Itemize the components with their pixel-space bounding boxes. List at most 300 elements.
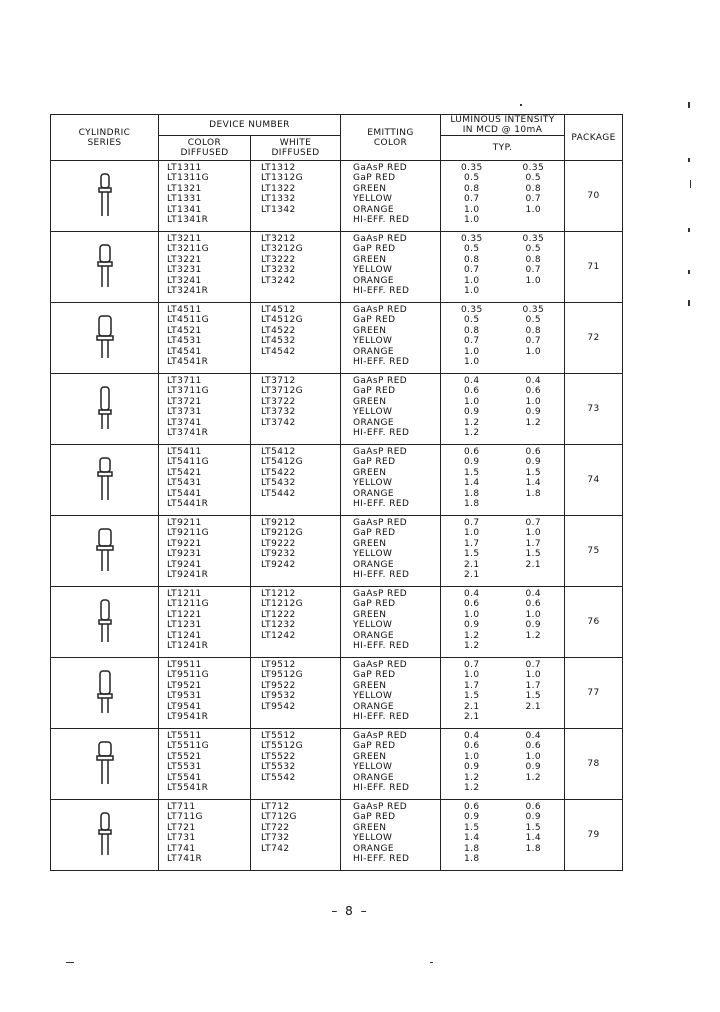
- color-diffused-part-value: LT9221: [167, 538, 202, 549]
- emitting-color-value: HI-EFF. RED: [353, 853, 410, 864]
- emitting-color-value: HI-EFF. RED: [353, 356, 410, 367]
- luminous-color-diffused-value: 1.2: [464, 640, 480, 651]
- scan-mark: [688, 300, 690, 306]
- luminous-white-diffused: [503, 658, 565, 729]
- table-row: [51, 232, 623, 303]
- emitting-color-value: ORANGE: [353, 701, 394, 712]
- luminous-white-diffused-value: 1.8: [525, 488, 542, 499]
- white-diffused-part-value: LT3742: [261, 417, 296, 428]
- luminous-color-diffused: [441, 303, 503, 374]
- emitting-color-value: ORANGE: [353, 346, 394, 357]
- color-diffused-part-value: LT5441: [167, 488, 202, 499]
- header-luminous-intensity: LUMINOUS INTENSITY IN MCD @ 10mA: [441, 115, 565, 136]
- white-diffused-part-value: LT9212G: [261, 528, 303, 539]
- white-diffused-part-value: LT3722: [261, 396, 296, 407]
- color-diffused-part-value: LT5511: [167, 731, 202, 741]
- emitting-color-value: GaAsP RED: [353, 802, 408, 812]
- emitting-color-value: GaAsP RED: [353, 660, 408, 670]
- table-row: [51, 658, 623, 729]
- white-diffused-part: [251, 374, 341, 445]
- white-diffused-part: [251, 800, 341, 871]
- luminous-color-diffused-value: 1.7: [464, 680, 480, 691]
- color-diffused-part-value: LT5431: [167, 478, 202, 489]
- cylindric-series-spec-table: [50, 114, 623, 871]
- luminous-white-diffused-value: 1.4: [525, 833, 542, 844]
- emitting-color-value: GaP RED: [353, 741, 396, 752]
- color-diffused-part: [159, 587, 251, 658]
- emitting-color-value: GREEN: [353, 822, 387, 833]
- luminous-color-diffused-value: 0.7: [464, 336, 480, 347]
- color-diffused-part: [159, 658, 251, 729]
- header-cylindric-series: CYLINDRIC SERIES: [51, 115, 159, 161]
- package-number: 75: [565, 516, 623, 587]
- color-diffused-part-value: LT9541: [167, 701, 202, 712]
- white-diffused-part-value: LT732: [261, 833, 290, 844]
- table-row: [51, 516, 623, 587]
- color-diffused-part: [159, 374, 251, 445]
- luminous-white-diffused-value: 0.5: [525, 173, 542, 184]
- scan-mark: [690, 180, 691, 188]
- color-diffused-part-value: LT711: [167, 802, 196, 812]
- luminous-white-diffused-value: 0.6: [525, 447, 542, 457]
- color-diffused-part-value: LT1211G: [167, 599, 209, 610]
- color-diffused-part-value: LT1341R: [167, 214, 209, 225]
- luminous-color-diffused-value: 1.0: [464, 609, 480, 620]
- scan-mark: [688, 158, 690, 162]
- table-row: [51, 445, 623, 516]
- led-lamp-side-view-icon: [93, 641, 117, 651]
- color-diffused-part-value: LT5411G: [167, 457, 209, 468]
- white-diffused-part-value: LT742: [261, 843, 290, 854]
- color-diffused-part-value: LT3731: [167, 407, 202, 418]
- luminous-white-diffused: [503, 303, 565, 374]
- color-diffused-part-value: LT3711G: [167, 386, 209, 397]
- color-diffused-part-value: LT3241: [167, 275, 202, 286]
- emitting-color-value: GREEN: [353, 325, 387, 336]
- luminous-color-diffused-value: 1.0: [464, 670, 480, 681]
- white-diffused-part-value: LT3232: [261, 265, 296, 276]
- luminous-color-diffused-value: 1.2: [464, 427, 480, 438]
- emitting-color-value: YELLOW: [353, 762, 393, 773]
- scan-mark: [66, 962, 74, 963]
- white-diffused-part-value: LT5512: [261, 731, 296, 741]
- luminous-white-diffused-value: 0.9: [525, 812, 542, 823]
- luminous-white-diffused-value: 0.6: [525, 802, 542, 812]
- scan-mark: [430, 962, 433, 963]
- emitting-color-value: YELLOW: [353, 549, 393, 560]
- emitting-color: [341, 445, 441, 516]
- white-diffused-part-value: LT3222: [261, 254, 296, 265]
- color-diffused-part: [159, 729, 251, 800]
- package-number: 79: [565, 800, 623, 871]
- luminous-color-diffused-value: 0.4: [464, 731, 480, 741]
- emitting-color-value: YELLOW: [353, 407, 393, 418]
- scan-mark: [688, 270, 690, 274]
- luminous-color-diffused-value: 1.0: [464, 204, 480, 215]
- color-diffused-part-value: LT3211: [167, 234, 202, 244]
- white-diffused-part-value: LT1322: [261, 183, 296, 194]
- white-diffused-part: [251, 587, 341, 658]
- luminous-white-diffused-value: 0.7: [525, 518, 542, 528]
- luminous-color-diffused-value: 0.5: [464, 244, 480, 255]
- emitting-color-value: ORANGE: [353, 204, 394, 215]
- header-typ: TYP.: [441, 136, 565, 161]
- page-number: – 8 –: [331, 904, 369, 918]
- emitting-color-value: GREEN: [353, 680, 387, 691]
- led-lamp-side-view-icon: [93, 570, 117, 580]
- color-diffused-part-value: LT4541R: [167, 356, 209, 367]
- color-diffused-part-value: LT9541R: [167, 711, 209, 722]
- emitting-color-value: GREEN: [353, 609, 387, 620]
- luminous-color-diffused-value: 1.0: [464, 751, 480, 762]
- color-diffused-part: [159, 445, 251, 516]
- color-diffused-part-value: LT741R: [167, 853, 203, 864]
- white-diffused-part-value: LT5422: [261, 467, 296, 478]
- luminous-color-diffused-value: 0.5: [464, 315, 480, 326]
- luminous-white-diffused-value: 0.4: [525, 376, 542, 386]
- emitting-color-value: GaAsP RED: [353, 234, 408, 244]
- emitting-color-value: GREEN: [353, 254, 387, 265]
- color-diffused-part: [159, 800, 251, 871]
- table-body: [51, 161, 623, 871]
- emitting-color-value: GREEN: [353, 538, 387, 549]
- luminous-white-diffused-value: 1.0: [525, 396, 542, 407]
- emitting-color-value: YELLOW: [353, 691, 393, 702]
- luminous-white-diffused: [503, 729, 565, 800]
- emitting-color: [341, 800, 441, 871]
- luminous-color-diffused: [441, 445, 503, 516]
- luminous-white-diffused-value: 1.8: [525, 843, 542, 854]
- color-diffused-part-value: LT5531: [167, 762, 202, 773]
- luminous-color-diffused-value: 1.0: [464, 214, 480, 225]
- white-diffused-part-value: LT1212G: [261, 599, 303, 610]
- emitting-color-value: ORANGE: [353, 843, 394, 854]
- luminous-color-diffused-value: 1.4: [464, 833, 480, 844]
- luminous-white-diffused-value: 1.2: [525, 772, 542, 783]
- package-number: 78: [565, 729, 623, 800]
- white-diffused-part-value: LT4522: [261, 325, 296, 336]
- luminous-white-diffused-value: 0.9: [525, 407, 542, 418]
- luminous-color-diffused-value: 1.7: [464, 538, 480, 549]
- luminous-white-diffused-value: 0.9: [525, 762, 542, 773]
- color-diffused-part-value: LT741: [167, 843, 196, 854]
- luminous-white-diffused-value: 0.9: [525, 620, 542, 631]
- color-diffused-part-value: LT3231: [167, 265, 202, 276]
- luminous-color-diffused-value: 0.35: [460, 234, 483, 244]
- luminous-white-diffused-value: 0.9: [525, 457, 542, 468]
- luminous-color-diffused-value: 1.0: [464, 285, 480, 296]
- luminous-white-diffused-value: 1.0: [525, 670, 542, 681]
- luminous-color-diffused-value: 1.5: [464, 691, 480, 702]
- luminous-color-diffused: [441, 800, 503, 871]
- emitting-color-value: GaP RED: [353, 173, 396, 184]
- luminous-color-diffused-value: 0.9: [464, 407, 480, 418]
- header-package: PACKAGE: [565, 115, 623, 161]
- table-row: [51, 729, 623, 800]
- luminous-color-diffused-value: 1.0: [464, 356, 480, 367]
- package-number: 74: [565, 445, 623, 516]
- color-diffused-part-value: LT9241: [167, 559, 202, 570]
- led-lamp-side-view-icon: [93, 783, 117, 793]
- white-diffused-part-value: LT5522: [261, 751, 296, 762]
- white-diffused-part-value: LT5532: [261, 762, 296, 773]
- white-diffused-part-value: LT3212: [261, 234, 296, 244]
- luminous-white-diffused-value: 1.0: [525, 751, 542, 762]
- device-drawing-cell: [51, 800, 159, 871]
- emitting-color-value: HI-EFF. RED: [353, 569, 410, 580]
- luminous-color-diffused: [441, 374, 503, 445]
- luminous-color-diffused-value: 0.5: [464, 173, 480, 184]
- white-diffused-part-value: LT1212: [261, 589, 296, 599]
- emitting-color: [341, 232, 441, 303]
- luminous-color-diffused-value: 0.6: [464, 741, 480, 752]
- white-diffused-part-value: LT3712: [261, 376, 296, 386]
- white-diffused-part-value: LT1222: [261, 609, 296, 620]
- white-diffused-part-value: LT9532: [261, 691, 296, 702]
- luminous-color-diffused: [441, 516, 503, 587]
- white-diffused-part-value: LT9242: [261, 559, 296, 570]
- color-diffused-part-value: LT5441R: [167, 498, 209, 509]
- color-diffused-part-value: LT711G: [167, 812, 203, 823]
- emitting-color-value: HI-EFF. RED: [353, 285, 410, 296]
- emitting-color-value: GREEN: [353, 467, 387, 478]
- luminous-white-diffused: [503, 374, 565, 445]
- color-diffused-part-value: LT3721: [167, 396, 202, 407]
- luminous-color-diffused-value: 1.2: [464, 417, 480, 428]
- emitting-color-value: YELLOW: [353, 265, 393, 276]
- header-white-diffused: WHITE DIFFUSED: [251, 136, 341, 161]
- color-diffused-part-value: LT1341: [167, 204, 202, 215]
- color-diffused-part-value: LT9511: [167, 660, 202, 670]
- luminous-color-diffused-value: 1.8: [464, 488, 480, 499]
- package-number: 70: [565, 161, 623, 232]
- luminous-white-diffused-value: 0.7: [525, 265, 542, 276]
- emitting-color-value: ORANGE: [353, 417, 394, 428]
- luminous-color-diffused-value: 0.4: [464, 376, 480, 386]
- luminous-color-diffused-value: 2.1: [464, 701, 480, 712]
- color-diffused-part-value: LT5541R: [167, 782, 209, 793]
- device-drawing-cell: [51, 374, 159, 445]
- table-row: [51, 800, 623, 871]
- emitting-color-value: GaAsP RED: [353, 589, 408, 599]
- emitting-color: [341, 161, 441, 232]
- luminous-white-diffused-value: 0.7: [525, 660, 542, 670]
- luminous-white-diffused-value: 0.7: [525, 336, 542, 347]
- luminous-color-diffused-value: 0.7: [464, 660, 480, 670]
- color-diffused-part-value: LT9511G: [167, 670, 209, 681]
- device-drawing-cell: [51, 658, 159, 729]
- color-diffused-part-value: LT1321: [167, 183, 202, 194]
- emitting-color-value: HI-EFF. RED: [353, 427, 410, 438]
- emitting-color-value: GaP RED: [353, 244, 396, 255]
- emitting-color-value: GaAsP RED: [353, 305, 408, 315]
- white-diffused-part-value: LT4542: [261, 346, 296, 357]
- luminous-color-diffused: [441, 161, 503, 232]
- emitting-color-value: GaP RED: [353, 599, 396, 610]
- color-diffused-part-value: LT1211: [167, 589, 202, 599]
- luminous-white-diffused-value: 1.0: [525, 609, 542, 620]
- luminous-color-diffused-value: 2.1: [464, 569, 480, 580]
- emitting-color-value: GaP RED: [353, 670, 396, 681]
- luminous-color-diffused-value: 1.0: [464, 275, 480, 286]
- luminous-white-diffused: [503, 161, 565, 232]
- device-drawing-cell: [51, 516, 159, 587]
- emitting-color-value: GaAsP RED: [353, 447, 408, 457]
- table-row: [51, 161, 623, 232]
- color-diffused-part-value: LT4511G: [167, 315, 209, 326]
- luminous-color-diffused-value: 1.0: [464, 346, 480, 357]
- luminous-color-diffused-value: 1.2: [464, 782, 480, 793]
- emitting-color: [341, 729, 441, 800]
- luminous-white-diffused-value: 0.5: [525, 244, 542, 255]
- package-number: 71: [565, 232, 623, 303]
- color-diffused-part-value: LT9521: [167, 680, 202, 691]
- white-diffused-part-value: LT9542: [261, 701, 296, 712]
- luminous-white-diffused-value: 1.4: [525, 478, 542, 489]
- white-diffused-part-value: LT3242: [261, 275, 296, 286]
- color-diffused-part-value: LT5541: [167, 772, 202, 783]
- device-drawing-cell: [51, 161, 159, 232]
- white-diffused-part: [251, 445, 341, 516]
- led-lamp-side-view-icon: [93, 712, 117, 722]
- luminous-color-diffused-value: 2.1: [464, 711, 480, 722]
- luminous-color-diffused-value: 0.8: [464, 183, 480, 194]
- luminous-white-diffused-value: 1.2: [525, 417, 542, 428]
- luminous-color-diffused-value: 0.9: [464, 762, 480, 773]
- luminous-color-diffused-value: 0.9: [464, 812, 480, 823]
- luminous-color-diffused-value: 1.5: [464, 549, 480, 560]
- color-diffused-part-value: LT4511: [167, 305, 202, 315]
- luminous-color-diffused: [441, 729, 503, 800]
- luminous-color-diffused-value: 1.5: [464, 467, 480, 478]
- luminous-white-diffused-value: 1.7: [525, 680, 542, 691]
- luminous-color-diffused-value: 1.8: [464, 498, 480, 509]
- luminous-color-diffused: [441, 232, 503, 303]
- color-diffused-part-value: LT1221: [167, 609, 202, 620]
- emitting-color-value: GaP RED: [353, 386, 396, 397]
- luminous-white-diffused-value: 1.0: [525, 204, 542, 215]
- color-diffused-part: [159, 232, 251, 303]
- luminous-white-diffused: [503, 232, 565, 303]
- package-number: 73: [565, 374, 623, 445]
- luminous-white-diffused-value: 0.8: [525, 254, 542, 265]
- table-row: [51, 374, 623, 445]
- white-diffused-part-value: LT5432: [261, 478, 296, 489]
- luminous-color-diffused: [441, 658, 503, 729]
- header-color-diffused: COLOR DIFFUSED: [159, 136, 251, 161]
- luminous-color-diffused-value: 0.9: [464, 457, 480, 468]
- color-diffused-part-value: LT4531: [167, 336, 202, 347]
- luminous-white-diffused-value: 0.4: [525, 731, 542, 741]
- luminous-white-diffused-value: 0.6: [525, 599, 542, 610]
- led-lamp-side-view-icon: [93, 428, 117, 438]
- color-diffused-part-value: LT1241R: [167, 640, 209, 651]
- luminous-color-diffused-value: 0.7: [464, 518, 480, 528]
- color-diffused-part-value: LT5421: [167, 467, 202, 478]
- luminous-white-diffused-value: 2.1: [525, 559, 542, 570]
- emitting-color: [341, 374, 441, 445]
- color-diffused-part-value: LT5411: [167, 447, 202, 457]
- luminous-white-diffused-value: 0.35: [522, 305, 545, 315]
- luminous-white-diffused-value: 0.6: [525, 741, 542, 752]
- device-drawing-cell: [51, 303, 159, 374]
- white-diffused-part-value: LT9522: [261, 680, 296, 691]
- luminous-white-diffused: [503, 445, 565, 516]
- white-diffused-part-value: LT5542: [261, 772, 296, 783]
- header-emitting-color: EMITTING COLOR: [341, 115, 441, 161]
- color-diffused-part-value: LT4541: [167, 346, 202, 357]
- emitting-color-value: ORANGE: [353, 559, 394, 570]
- package-number: 77: [565, 658, 623, 729]
- color-diffused-part-value: LT1311G: [167, 173, 209, 184]
- scan-mark: [520, 104, 522, 106]
- led-lamp-side-view-icon: [93, 854, 117, 864]
- luminous-white-diffused: [503, 587, 565, 658]
- color-diffused-part-value: LT3241R: [167, 285, 209, 296]
- color-diffused-part: [159, 303, 251, 374]
- luminous-white-diffused-value: 1.5: [525, 822, 542, 833]
- white-diffused-part-value: LT1342: [261, 204, 296, 215]
- emitting-color: [341, 516, 441, 587]
- luminous-color-diffused: [441, 587, 503, 658]
- luminous-white-diffused-value: 0.5: [525, 315, 542, 326]
- color-diffused-part-value: LT3741R: [167, 427, 209, 438]
- white-diffused-part-value: LT712: [261, 802, 290, 812]
- luminous-color-diffused-value: 1.8: [464, 853, 480, 864]
- luminous-white-diffused-value: 1.0: [525, 275, 542, 286]
- white-diffused-part-value: LT4512: [261, 305, 296, 315]
- color-diffused-part-value: LT731: [167, 833, 196, 844]
- luminous-color-diffused-value: 2.1: [464, 559, 480, 570]
- color-diffused-part-value: LT721: [167, 822, 196, 833]
- luminous-white-diffused-value: 0.6: [525, 386, 542, 397]
- emitting-color-value: GREEN: [353, 396, 387, 407]
- white-diffused-part-value: LT9222: [261, 538, 296, 549]
- emitting-color-value: ORANGE: [353, 488, 394, 499]
- luminous-color-diffused-value: 0.8: [464, 254, 480, 265]
- luminous-color-diffused-value: 0.9: [464, 620, 480, 631]
- white-diffused-part: [251, 232, 341, 303]
- luminous-color-diffused-value: 0.7: [464, 194, 480, 205]
- color-diffused-part-value: LT9211G: [167, 528, 209, 539]
- luminous-white-diffused-value: 2.1: [525, 701, 542, 712]
- emitting-color-value: GaAsP RED: [353, 163, 408, 173]
- emitting-color-value: HI-EFF. RED: [353, 214, 410, 225]
- luminous-white-diffused: [503, 516, 565, 587]
- white-diffused-part-value: LT4532: [261, 336, 296, 347]
- white-diffused-part-value: LT1312G: [261, 173, 303, 184]
- emitting-color-value: GaP RED: [353, 528, 396, 539]
- color-diffused-part: [159, 516, 251, 587]
- luminous-color-diffused-value: 0.4: [464, 589, 480, 599]
- luminous-color-diffused-value: 0.35: [460, 305, 483, 315]
- luminous-color-diffused-value: 1.2: [464, 772, 480, 783]
- table-row: [51, 303, 623, 374]
- scan-mark: [688, 102, 690, 108]
- emitting-color-value: HI-EFF. RED: [353, 711, 410, 722]
- white-diffused-part-value: LT4512G: [261, 315, 303, 326]
- luminous-color-diffused-value: 0.6: [464, 386, 480, 397]
- white-diffused-part-value: LT722: [261, 822, 290, 833]
- white-diffused-part-value: LT5412G: [261, 457, 303, 468]
- color-diffused-part-value: LT5511G: [167, 741, 209, 752]
- color-diffused-part-value: LT9531: [167, 691, 202, 702]
- color-diffused-part-value: LT3711: [167, 376, 202, 386]
- color-diffused-part-value: LT4521: [167, 325, 202, 336]
- package-number: 72: [565, 303, 623, 374]
- emitting-color: [341, 587, 441, 658]
- white-diffused-part-value: LT3212G: [261, 244, 303, 255]
